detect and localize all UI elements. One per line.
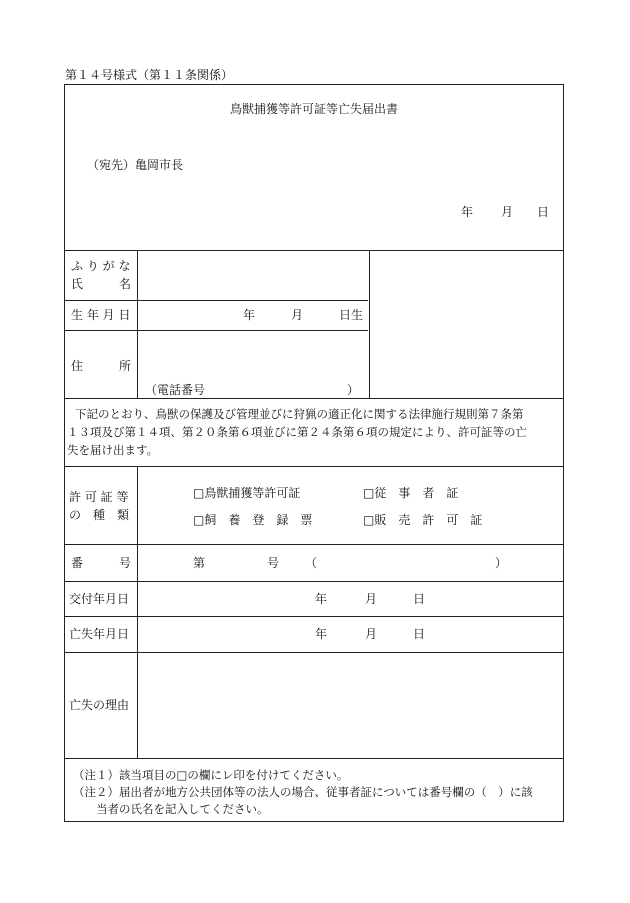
birth-date-label: 生 年 月 日 <box>71 308 131 322</box>
statement-line-2: １３項及び第１４項、第２０条第６項並びに第２４条第６項の規定により、許可証等の亡 <box>67 425 527 439</box>
form-number-label: 第１４号様式（第１１条関係） <box>65 68 234 82</box>
number-label-1: 番 <box>71 556 84 570</box>
number-go: 号 <box>267 556 280 570</box>
option-worker-certificate[interactable]: □従 事 者 証 <box>363 486 459 500</box>
furigana-label: ふ り が な <box>71 259 131 273</box>
number-paren-close: ） <box>495 556 508 570</box>
loss-date-label: 亡失年月日 <box>69 627 130 641</box>
name-label-1: 氏 <box>71 277 84 291</box>
addressee: （宛先）亀岡市長 <box>87 158 184 172</box>
date-year-label: 年 <box>461 205 474 219</box>
name-label-2: 名 <box>118 277 131 291</box>
note-1: （注１）該当項目の□の欄にレ印を付けてください。 <box>73 768 349 782</box>
number-label <box>71 555 131 571</box>
address-label-2: 所 <box>118 359 131 373</box>
option-sales-permit[interactable]: □販 売 許 可 証 <box>363 513 483 527</box>
birth-year-label: 年 <box>243 308 256 322</box>
divider-statement <box>65 466 563 467</box>
col-divider-photo <box>369 250 370 398</box>
form-frame <box>64 84 564 822</box>
number-paren-open: （ <box>305 556 318 570</box>
issue-date-label: 交付年月日 <box>69 592 130 606</box>
loss-reason-label: 亡失の理由 <box>69 698 130 712</box>
col-divider-details <box>137 466 138 758</box>
statement-line-3: 失を届け出ます。 <box>67 443 159 457</box>
birth-day-label: 日生 <box>339 308 364 322</box>
divider-reason <box>65 758 563 759</box>
form-title: 鳥獣捕獲等許可証等亡失届出書 <box>229 102 398 116</box>
issue-month-label: 月 <box>365 592 378 606</box>
loss-month-label: 月 <box>365 627 378 641</box>
date-month-label: 月 <box>501 205 514 219</box>
date-day-label: 日 <box>537 205 550 219</box>
address-label-1: 住 <box>71 359 84 373</box>
number-dai: 第 <box>193 556 206 570</box>
phone-close: ） <box>347 383 360 397</box>
statement-line-1: 下記のとおり、鳥獣の保護及び管理並びに狩猟の適正化に関する法律施行規則第７条第 <box>75 407 524 421</box>
loss-day-label: 日 <box>413 627 426 641</box>
divider-permit-type <box>65 544 563 545</box>
address-label <box>71 358 131 374</box>
divider-number <box>65 581 563 582</box>
name-label <box>71 276 131 292</box>
loss-year-label: 年 <box>315 627 328 641</box>
option-capture-permit[interactable]: □鳥獣捕獲等許可証 <box>193 486 301 500</box>
number-label-2: 号 <box>118 556 131 570</box>
note-2-line-2: 当者の氏名を記入してください。 <box>96 802 269 816</box>
note-2-line-1: （注２）届出者が地方公共団体等の法人の場合、従事者証については番号欄の（ ）に該 <box>73 785 533 799</box>
divider-birth <box>65 330 368 331</box>
option-keeping-registration[interactable]: □飼 養 登 録 票 <box>193 513 313 527</box>
divider-address <box>65 398 563 399</box>
phone-label: （電話番号 <box>145 383 206 397</box>
divider-loss-date <box>65 652 563 653</box>
divider-issue-date <box>65 616 563 617</box>
col-divider-applicant <box>137 250 138 398</box>
issue-year-label: 年 <box>315 592 328 606</box>
birth-month-label: 月 <box>291 308 304 322</box>
divider-header <box>65 250 563 251</box>
permit-type-label-1: 許 可 証 等 <box>69 490 129 504</box>
issue-day-label: 日 <box>413 592 426 606</box>
permit-type-label-2: の 種 類 <box>69 508 130 522</box>
divider-name <box>65 300 368 301</box>
